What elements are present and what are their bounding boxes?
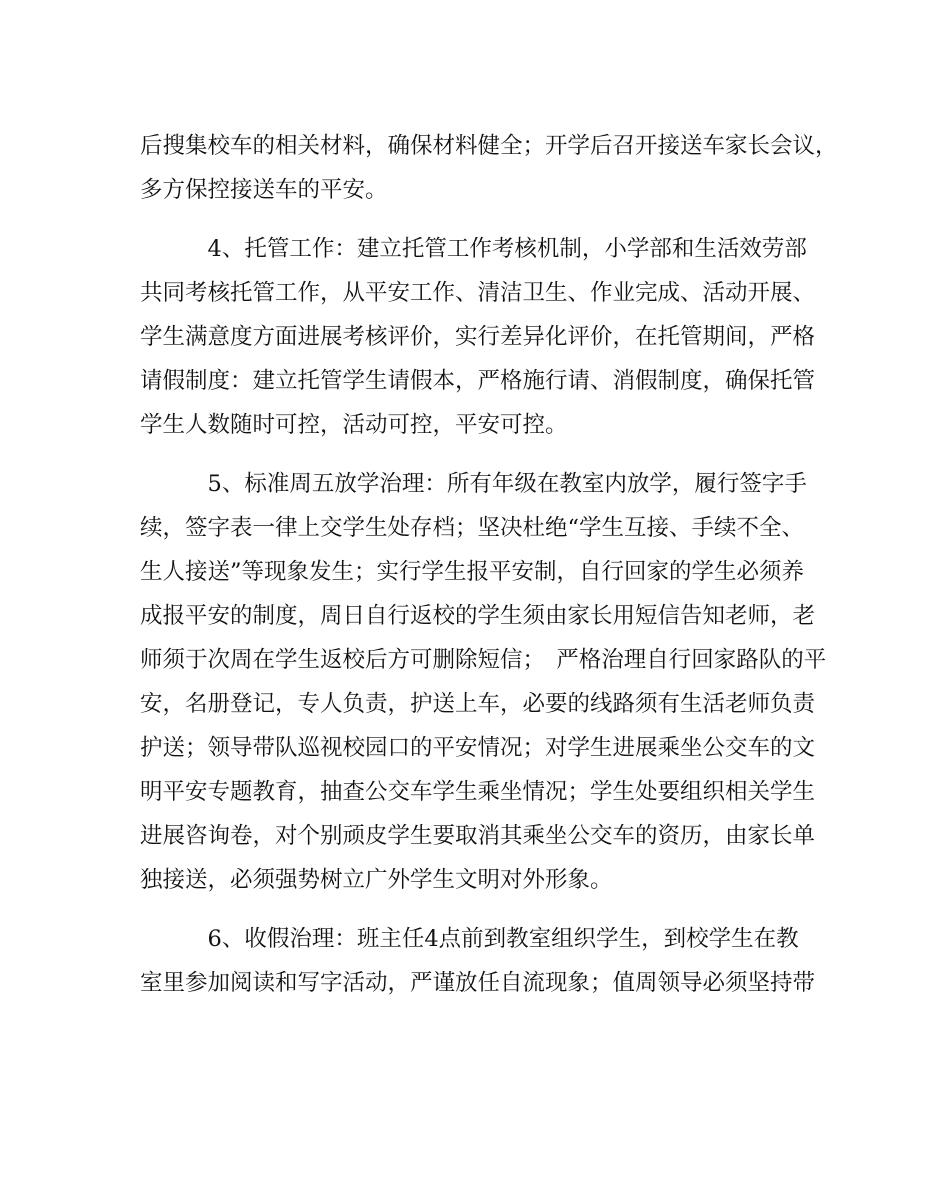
text-line: 后搜集校车的相关材料，确保材料健全；开学后召开接送车家长会议， <box>140 133 838 159</box>
text-line: 续，签字表一律上交学生处存档；坚决杜绝“学生互接、手续不全、 <box>140 515 805 541</box>
text-line: 室里参加阅读和写字活动，严谨放任自流现象；值周领导必须坚持带 <box>140 970 816 996</box>
text-line: 护送；领导带队巡视校园口的平安情况；对学生进展乘坐公交车的文 <box>140 735 816 761</box>
text-line: 成报平安的制度，周日自行返校的学生须由家长用短信告知老师，老 <box>140 603 816 629</box>
paragraph-continuation <box>140 124 838 212</box>
paragraph-6 <box>140 917 816 1005</box>
text-line: 学生满意度方面进展考核评价，实行差异化评价，在托管期间，严格 <box>140 324 816 350</box>
text-line: 明平安专题教育，抽查公交车学生乘坐情况；学生处要组织相关学生 <box>140 779 816 805</box>
text-line: 5、标准周五放学治理：所有年级在教室内放学，履行签字手 <box>140 471 807 497</box>
text-line: 进展咨询卷，对个别顽皮学生要取消其乘坐公交车的资历，由家长单 <box>140 823 816 849</box>
text-line: 多方保控接送车的平安。 <box>140 177 388 203</box>
text-line: 4、托管工作：建立托管工作考核机制，小学部和生活效劳部 <box>140 236 807 262</box>
text-line: 请假制度：建立托管学生请假本，严格施行请、消假制度，确保托管 <box>140 368 816 394</box>
paragraph-5 <box>140 462 827 902</box>
text-line: 生人接送”等现象发生；实行学生报平安制，自行回家的学生必须养 <box>140 559 805 585</box>
text-line: 6、收假治理：班主任4点前到教室组织学生，到校学生在教 <box>140 926 799 952</box>
paragraph-4 <box>140 227 816 447</box>
text-line: 学生人数随时可控，活动可控，平安可控。 <box>140 412 568 438</box>
text-line: 安，名册登记，专人负责，护送上车，必要的线路须有生活老师负责 <box>140 691 816 717</box>
text-line: 共同考核托管工作，从平安工作、清洁卫生、作业完成、活动开展、 <box>140 280 816 306</box>
text-line: 独接送，必须强势树立广外学生文明对外形象。 <box>140 867 613 893</box>
text-line: 师须于次周在学生返校后方可删除短信； 严格治理自行回家路队的平 <box>140 647 827 673</box>
document-body <box>140 124 838 1020</box>
